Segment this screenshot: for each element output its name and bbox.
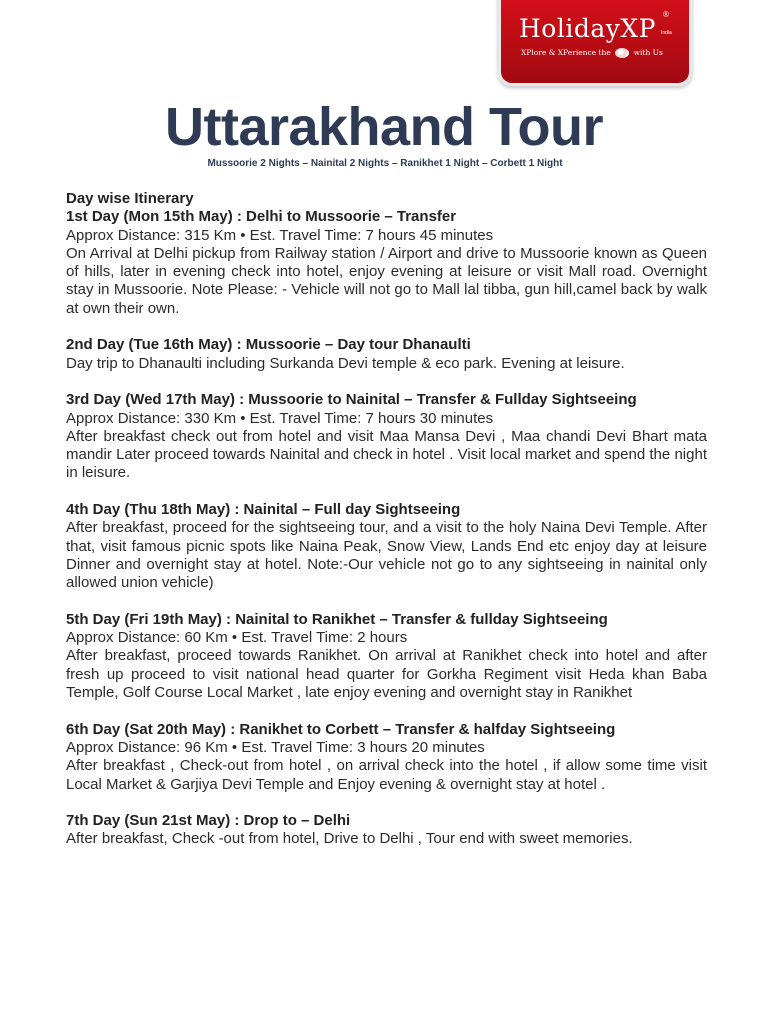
itinerary-label: Day wise Itinerary (66, 190, 194, 207)
spacer (66, 318, 707, 336)
spacer (66, 702, 707, 720)
itinerary (66, 190, 707, 849)
day-description: Day trip to Dhanaulti including Surkanda Devi temple & eco park. Evening at leisure. (66, 354, 625, 372)
day-distance: Approx Distance: 96 Km • Est. Travel Time: 3 hours 20 minutes (66, 738, 485, 756)
day-section (66, 611, 707, 702)
day-description: After breakfast check out from hotel and visit Maa Mansa Devi , Maa chandi Devi Bhart mata mandir Later proceed towards Nainital and check in hotel . Visit local market and spend the night in leisure. (66, 427, 707, 482)
logo-tagline-pre: XPlore & XPerience the (521, 48, 611, 57)
day-heading: 5th Day (Fri 19th May) : Nainital to Ranikhet – Transfer & fullday Sightseeing (66, 610, 608, 628)
day-heading: 4th Day (Thu 18th May) : Nainital – Full day Sightseeing (66, 501, 461, 519)
day-section (66, 391, 707, 482)
logo-country: India (661, 30, 672, 36)
day-heading: 7th Day (Sun 21st May) : Drop to – Delhi (66, 812, 351, 830)
day-description: After breakfast , Check-out from hotel , on arrival check into the hotel , if allow some time visit Local Market & Garjiya Devi Temple and Enjoy evening & overnight stay at hotel . (66, 757, 707, 793)
day-distance: Approx Distance: 315 Km • Est. Travel Time: 7 hours 45 minutes (66, 226, 494, 244)
day-distance: Approx Distance: 60 Km • Est. Travel Time: 2 hours (66, 629, 408, 647)
day-description: After breakfast, proceed towards Ranikhet. On arrival at Ranikhet check into hotel and after fresh up proceed to visit national head quarter for Gorkha Regiment visit Heda khan Baba Temple, Golf Course Local Market , late enjoy evening and overnight stay in Ranikhet (66, 647, 707, 702)
day-section (66, 336, 707, 373)
day-heading: 1st Day (Mon 15th May) : Delhi to Mussoorie – Transfer (66, 208, 457, 226)
spacer (66, 483, 707, 501)
day-heading: 2nd Day (Tue 16th May) : Mussoorie – Day tour Dhanaulti (66, 336, 471, 354)
logo-brand-name: HolidayXP (519, 14, 656, 43)
day-heading: 3rd Day (Wed 17th May) : Mussoorie to Nainital – Transfer & Fullday Sightseeing (66, 391, 637, 409)
spacer (66, 373, 707, 391)
spacer (66, 794, 707, 812)
brand-logo (498, 0, 692, 86)
day-description: After breakfast, proceed for the sightseeing tour, and a visit to the holy Naina Devi Temple. After that, visit famous picnic spots like Naina Peak, Snow View, Lands End etc enjoy day at leisure Dinner and overnight stay at hotel. Note:-Our vehicle not go to any sightseeing in nainital only allowed union vehicle) (66, 519, 707, 592)
logo-tagline-post: with Us (633, 48, 663, 57)
day-section (66, 721, 707, 794)
day-distance: Approx Distance: 330 Km • Est. Travel Time: 7 hours 30 minutes (66, 409, 494, 427)
logo-registered-mark: ® (663, 10, 669, 19)
globe-icon (615, 48, 629, 58)
logo-tagline (521, 48, 663, 58)
day-description: After breakfast, Check -out from hotel, Drive to Delhi , Tour end with sweet memories. (66, 830, 633, 848)
spacer (66, 593, 707, 611)
page-subtitle: Mussoorie 2 Nights – Nainital 2 Nights – Ranikhet 1 Night – Corbett 1 Night (207, 158, 563, 169)
day-section (66, 208, 707, 318)
day-heading: 6th Day (Sat 20th May) : Ranikhet to Corbett – Transfer & halfday Sightseeing (66, 720, 616, 738)
day-description: On Arrival at Delhi pickup from Railway station / Airport and drive to Mussoorie known as Queen of hills, later in evening check into hotel, enjoy evening at leisure or visit Mall road. Overnight stay in Mussoorie. Note Please: - Vehicle will not go to Mall lal tibba, gun hill,camel back by walk at own their own. (66, 244, 707, 317)
page-title: Uttarakhand Tour (164, 97, 604, 157)
day-section (66, 812, 707, 849)
day-section (66, 501, 707, 592)
